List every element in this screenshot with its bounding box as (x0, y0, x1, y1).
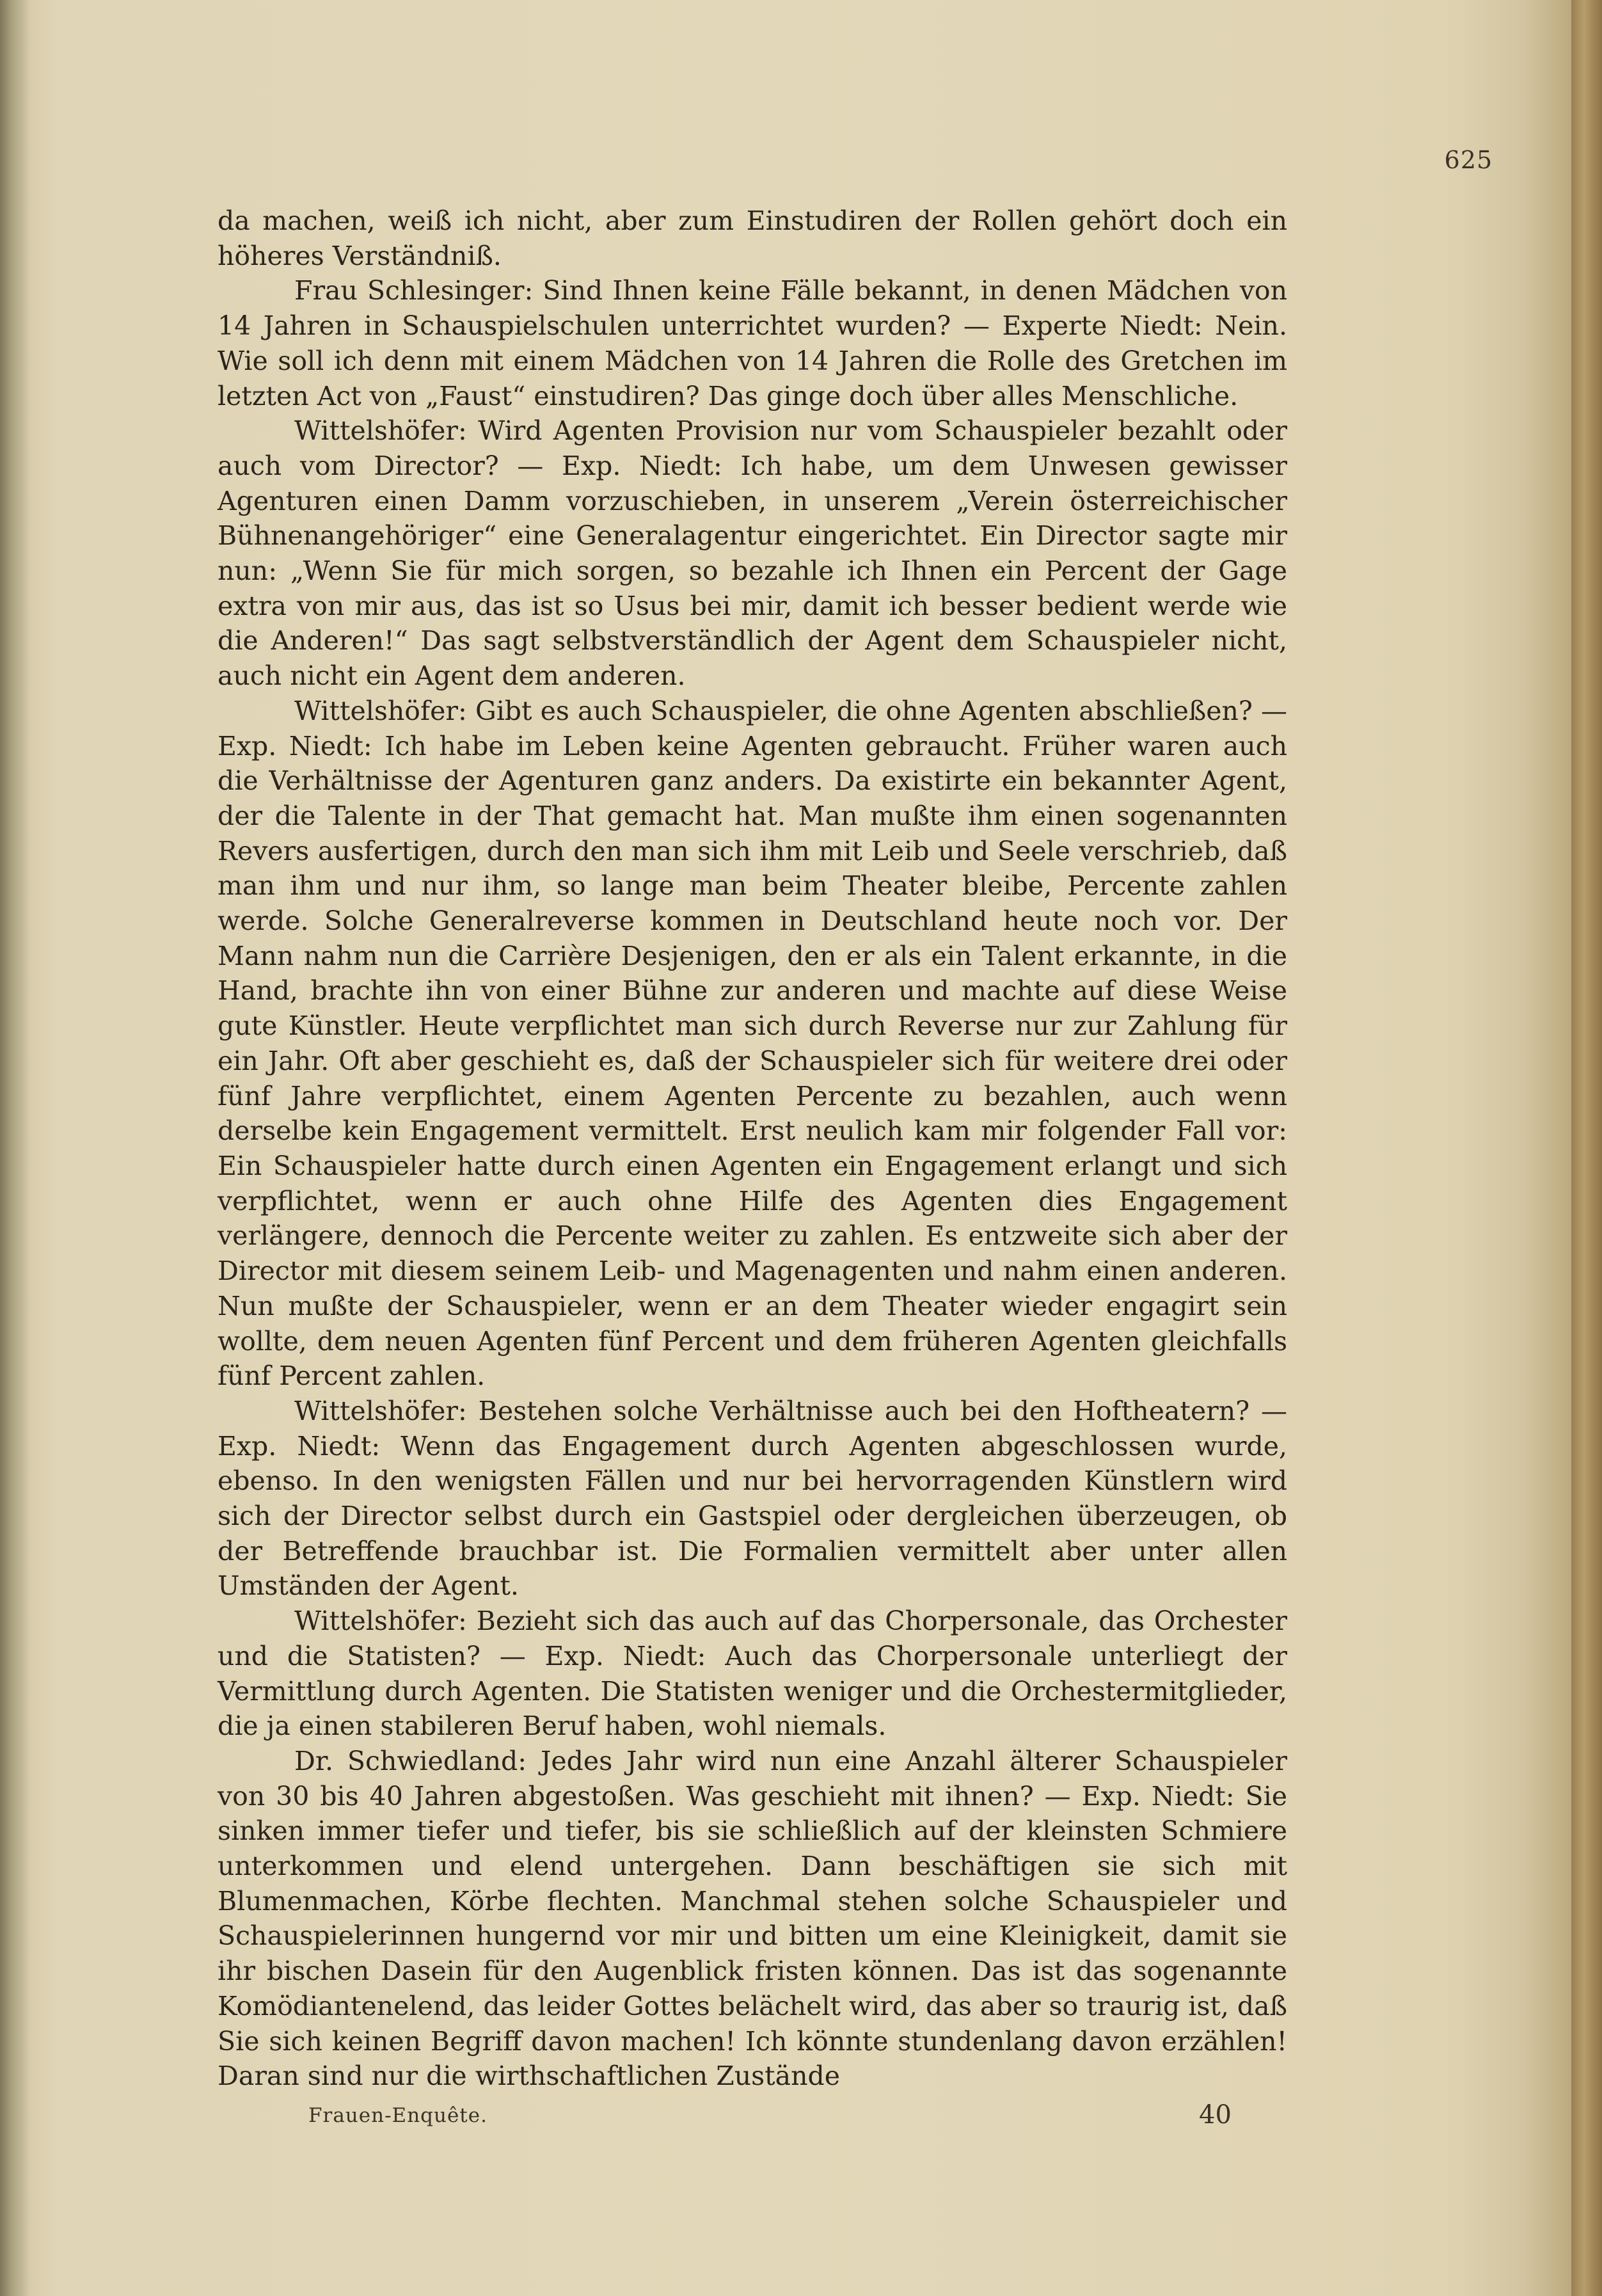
page-edge (1571, 0, 1602, 2296)
paragraph-6: Wittelshöfer: Bezieht sich das auch auf das Chorpersonale, das Orchester und die Statisten? — Exp. Niedt: Auch das Chorpersonale unterliegt der Vermittlung durch Agenten. Die Statisten weniger und die Orchestermitglieder, die ja einen stabileren Beruf haben, wohl niemals. (218, 1606, 1287, 1742)
signature-mark: 40 (1199, 2100, 1232, 2130)
paragraph-1: da machen, weiß ich nicht, aber zum Einstudiren der Rollen gehört doch ein höheres Verständniß. (218, 205, 1287, 271)
page-footer (308, 2100, 1242, 2132)
paragraph-3: Wittelshöfer: Wird Agenten Provision nur vom Schauspieler bezahlt oder auch vom Director? — Exp. Niedt: Ich habe, um dem Unwesen gewisser Agenturen einen Damm vorzuschieben, in unserem „Verein österreichischer Bühnenangehöriger“ eine Generalagentur eingerichtet. Ein Director sagte mir nun: „Wenn Sie für mich sorgen, so bezahle ich Ihnen ein Percent der Gage extra von mir aus, das ist so Usus bei mir, damit ich besser bedient werde wie die Anderen!“ Das sagt selbstverständlich der Agent dem Schauspieler nicht, auch nicht ein Agent dem anderen. (218, 415, 1287, 692)
page-number: 625 (1444, 146, 1493, 174)
paragraph-5: Wittelshöfer: Bestehen solche Verhältnisse auch bei den Hoftheatern? — Exp. Niedt: Wenn das Engagement durch Agenten abgeschlossen wurde, ebenso. In den wenigsten Fällen und nur bei hervorragenden Künstlern wird sich der Director selbst durch ein Gastspiel oder dergleichen überzeugen, ob der Betreffende brauchbar ist. Die Formalien vermittelt aber unter allen Umständen der Agent. (218, 1395, 1287, 1602)
paragraph-4: Wittelshöfer: Gibt es auch Schauspieler, die ohne Agenten abschließen? — Exp. Niedt: Ich habe im Leben keine Agenten gebraucht. Früher waren auch die Verhältnisse der Agenturen ganz anders. Da existirte ein bekannter Agent, der die Talente in der That gemacht hat. Man mußte ihm einen sogenannten Revers ausfertigen, durch den man sich ihm mit Leib und Seele verschrieb, daß man ihm und nur ihm, so lange man beim Theater bleibe, Percente zahlen werde. Solche Generalreverse kommen in Deutschland heute noch vor. Der Mann nahm nun die Carrière Desjenigen, den er als ein Talent erkannte, in die Hand, brachte ihn von einer Bühne zur anderen und machte auf diese Weise gute Künstler. Heute verpflichtet man sich durch Reverse nur zur Zahlung für ein Jahr. Oft aber geschieht es, daß der Schauspieler sich für weitere drei oder fünf Jahre verpflichtet, einem Agenten Percente zu bezahlen, auch wenn derselbe kein Engagement vermittelt. Erst neulich kam mir folgender Fall vor: Ein Schauspieler hatte durch einen Agenten ein Engagement erlangt und sich verpflichtet, wenn er auch ohne Hilfe des Agenten dies Engagement verlängere, dennoch die Percente weiter zu zahlen. Es entzweite sich aber der Director mit diesem seinem Leib- und Magenagenten und nahm einen anderen. Nun mußte der Schauspieler, wenn er an dem Theater wieder engagirt sein wollte, dem neuen Agenten fünf Percent und dem früheren Agenten gleichfalls fünf Percent zahlen. (218, 695, 1287, 1392)
page-body-text (218, 203, 1287, 2094)
footer-title: Frauen-Enquête. (308, 2104, 488, 2127)
paragraph-7: Dr. Schwiedland: Jedes Jahr wird nun eine Anzahl älterer Schauspieler von 30 bis 40 Jahren abgestoßen. Was geschieht mit ihnen? — Exp. Niedt: Sie sinken immer tiefer und tiefer, bis sie schließlich auf der kleinsten Schmiere unterkommen und elend untergehen. Dann beschäftigen sie sich mit Blumenmachen, Körbe flechten. Manchmal stehen solche Schauspieler und Schauspielerinnen hungernd vor mir und bitten um eine Kleinigkeit, damit sie ihr bischen Dasein für den Augenblick fristen können. Das ist das sogenannte Komödiantenelend, das leider Gottes belächelt wird, das aber so traurig ist, daß Sie sich keinen Begriff davon machen! Ich könnte stundenlang davon erzählen! Daran sind nur die wirthschaftlichen Zustände (218, 1745, 1287, 2092)
paragraph-2: Frau Schlesinger: Sind Ihnen keine Fälle bekannt, in denen Mädchen von 14 Jahren in Schauspielschulen unterrichtet wurden? — Experte Niedt: Nein. Wie soll ich denn mit einem Mädchen von 14 Jahren die Rolle des Gretchen im letzten Act von „Faust“ einstudiren? Das ginge doch über alles Menschliche. (218, 275, 1287, 411)
